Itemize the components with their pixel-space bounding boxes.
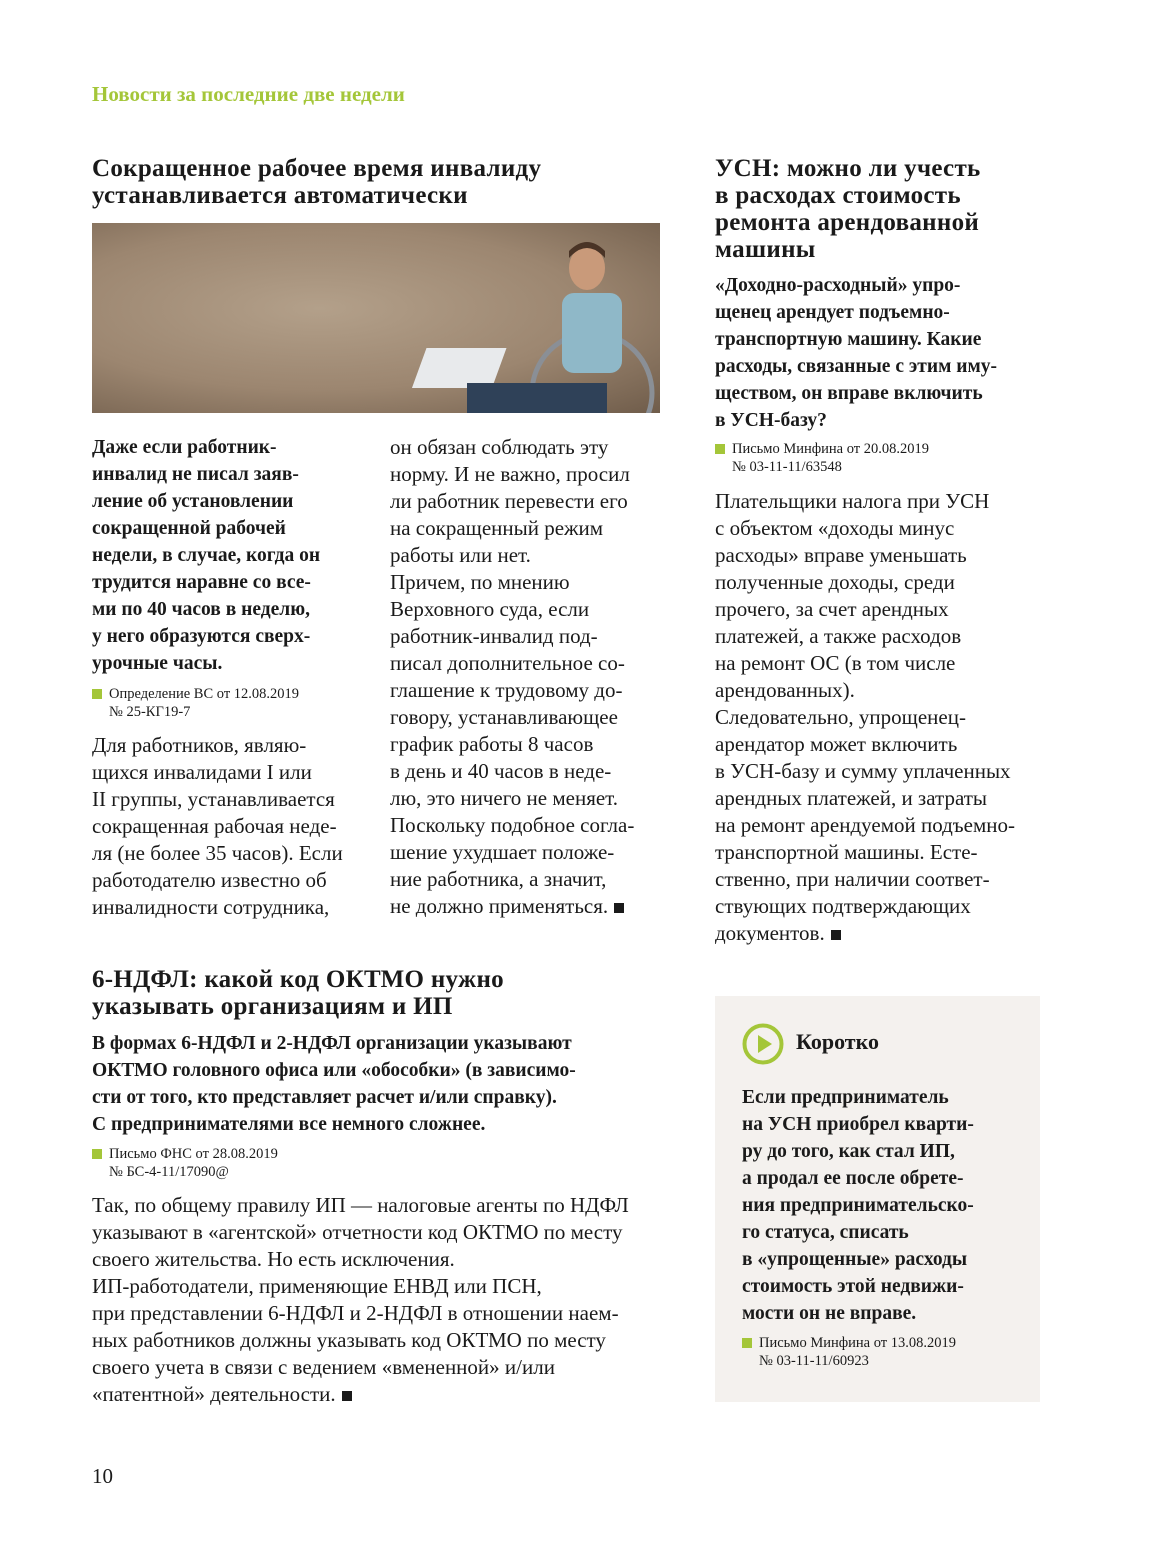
- body-text: Причем, по мнению Верховного суда, если работник-инвалид под- писал дополнительное со- глашение к трудовому до- говору, устанавливающее график работы 8 часов в день и 40 часов в неде- лю, это ничего не меняет. Поскольку подобное согла- шение ухудшает положе- ние работника, а значит, не должно применяться.: [390, 570, 635, 918]
- article-1-body-2: он обязан соблюдать эту норму. И не важно, просил ли работник перевести его на сокращенный режим работы или нет.: [390, 435, 630, 567]
- article-2-body-2: [715, 704, 1055, 947]
- brief-text: Если предприниматель на УСН приобрел кварти- ру до того, как стал ИП, а продал ее после обрете- ния предпринимательско- го статуса, списать в «упрощенные» расходы стоимость этой недвижи- мости он не вправе.: [742, 1087, 974, 1324]
- man-in-wheelchair-with-laptop-illustration: [92, 223, 660, 413]
- article-3-body-2: [92, 1273, 682, 1408]
- article-3-title: 6-НДФЛ: какой код ОКТМО нужно указывать организациям и ИП: [92, 966, 504, 1020]
- article-1-source: [92, 685, 389, 721]
- end-mark-icon: [831, 930, 841, 940]
- brief-title: Коротко: [796, 1029, 879, 1054]
- source-text: Определение ВС от 12.08.2019 № 25-КГ19-7: [109, 686, 300, 720]
- article-1-title: Сокращенное рабочее время инвалиду устанавливается автоматически: [92, 155, 542, 209]
- section-title: Новости за последние две недели: [92, 82, 405, 106]
- page-number: 10: [92, 1464, 113, 1488]
- article-2-source: [715, 440, 1052, 476]
- brief-source: [742, 1334, 1049, 1370]
- article-1-lead: Даже если работник- инвалид не писал заяв- ление об установлении сокращенной рабочей недели, в случае, когда он трудится наравне со все- ми по 40 часов в неделю, у него образуются сверх- урочные часы.: [92, 437, 321, 674]
- article-1-photo: [92, 223, 660, 413]
- article-2-lead: «Доходно-расходный» упро- щенец арендует подъемно- транспортную машину. Какие расходы, связанные с этим иму- ществом, он вправе включить в УСН-базу?: [715, 275, 998, 431]
- source-text: Письмо Минфина от 20.08.2019 № 03-11-11/63548: [732, 441, 929, 475]
- brief-box: [715, 996, 1040, 1402]
- source-text: Письмо Минфина от 13.08.2019 № 03-11-11/60923: [759, 1335, 956, 1369]
- article-2-body-1: Плательщики налога при УСН с объектом «доходы минус расходы» вправе уменьшать полученные доходы, среди прочего, за счет арендных платежей, а также расходов на ремонт ОС (в том числе арендованных).: [715, 489, 990, 702]
- end-mark-icon: [342, 1391, 352, 1401]
- green-square-bullet-icon: [742, 1338, 752, 1348]
- green-square-bullet-icon: [715, 444, 725, 454]
- green-square-bullet-icon: [92, 1149, 102, 1159]
- article-3-body-1: Так, по общему правилу ИП — налоговые агенты по НДФЛ указывают в «агентской» отчетности код ОКТМО по месту своего жительства. Но есть исключения.: [92, 1193, 629, 1271]
- article-2-title: УСН: можно ли учесть в расходах стоимость ремонта арендованной машины: [715, 155, 981, 263]
- play-circle-icon: [742, 1023, 784, 1065]
- green-square-bullet-icon: [92, 689, 102, 699]
- body-text: ИП-работодатели, применяющие ЕНВД или ПСН, при представлении 6-НДФЛ и 2-НДФЛ в отношении наем- ных работников должны указывать код ОКТМО по месту своего учета в связи с ведением «вмененной» и/или «патентной» деятельности.: [92, 1274, 619, 1406]
- body-text: Следовательно, упрощенец- арендатор может включить в УСН-базу и сумму уплаченных арендных платежей, и затраты на ремонт арендуемой подъемно- транспортной машины. Есте- ственно, при наличии соответ- ствующих подтверждающих документов.: [715, 705, 1015, 945]
- article-3-lead: В формах 6-НДФЛ и 2-НДФЛ организации указывают ОКТМО головного офиса или «обособки» (в зависимо- сти от того, кто представляет расчет и/или справку). С предпринимателями все немного сложнее.: [92, 1033, 576, 1135]
- end-mark-icon: [614, 903, 624, 913]
- source-text: Письмо ФНС от 28.08.2019 № БС-4-11/17090@: [109, 1146, 278, 1180]
- article-1-body-1: Для работников, являю- щихся инвалидами I или II группы, устанавливается сокращенная рабочая неде- ля (не более 35 часов). Если работодателю известно об инвалидности сотрудника,: [92, 733, 343, 919]
- article-3-source: [92, 1145, 409, 1181]
- article-1-body-3: [390, 569, 680, 920]
